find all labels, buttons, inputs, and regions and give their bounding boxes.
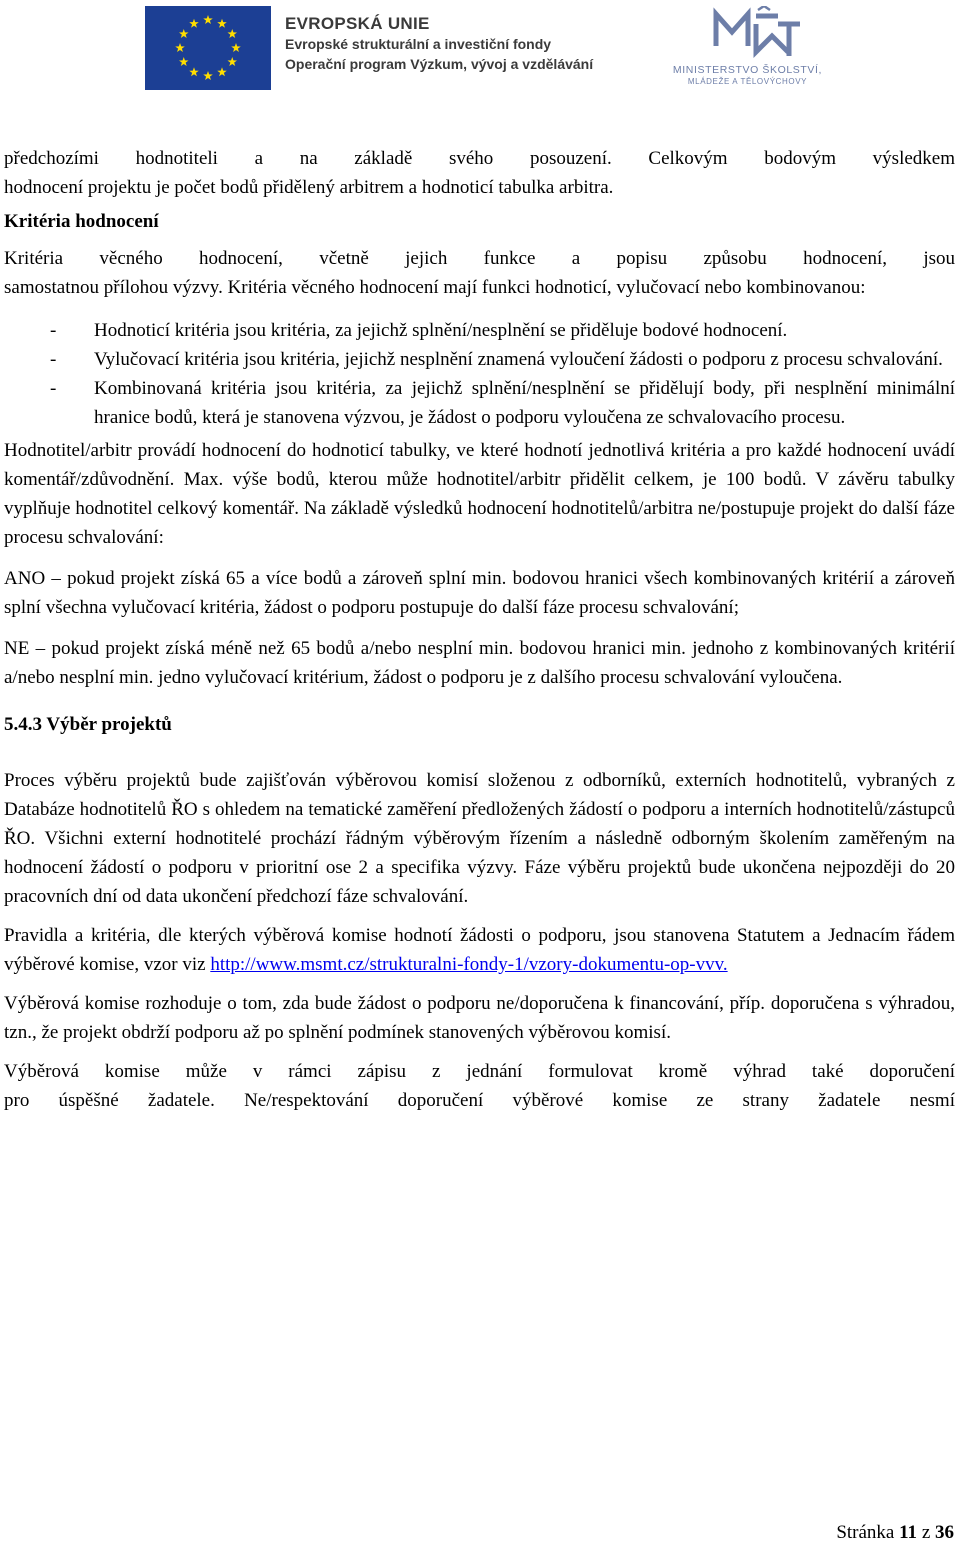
eu-title: EVROPSKÁ UNIE (285, 14, 430, 33)
list-dash: - (50, 349, 57, 370)
eu-star-icon (227, 29, 237, 38)
page-total: 36 (935, 1522, 954, 1543)
list-dash: - (50, 378, 57, 399)
eu-star-icon (179, 57, 189, 66)
paragraph: Výběrová komise rozhoduje o tom, zda bude žádost o podporu ne/doporučena k financování, příp. doporučena s výhradou, tzn., že projekt obdrží podporu až po splnění podmínek stanovených výběrovou komisí. (4, 993, 955, 1043)
paragraph: Proces výběru projektů bude zajišťován výběrovou komisí složenou z odborníků, externích hodnotitelů, vybraných z Databáze hodnotitelů ŘO s ohledem na tematické zaměření předložených žádostí o podporu a interních hodnotitelů/zástupců ŘO. Všichni externí hodnotitelé prochází řádným výběrovým řízením a následně odborným školením zaměřeným na hodnocení žádostí o podporu v prioritní ose 2 a specifika výzvy. Fáze výběru projektů bude ukončena nejpozději do 20 pracovních dní od data ukončení předchozí fáze schvalování. (4, 770, 955, 907)
paragraph: hodnocení projektu je počet bodů přidělený arbitrem a hodnoticí tabulka arbitra. (4, 177, 614, 198)
msmt-logo (660, 6, 835, 94)
page-header (145, 6, 835, 94)
paragraph: ANO – pokud projekt získá 65 a více bodů a zároveň splní min. bodovou hranici všech kombinovaných kritérií a zároveň splní všechna vylučovací kritéria, žádost o podporu postupuje do další fáze procesu schvalování; (4, 568, 955, 618)
paragraph: předchozími hodnotiteli a na základě svého posouzení. Celkovým bodovým výsledkem (4, 148, 955, 169)
page-sep: z (921, 1522, 931, 1543)
eu-stars-icon (145, 6, 271, 90)
eu-programme: Operační program Výzkum, vývoj a vzdělávání (285, 56, 594, 72)
document-body (4, 144, 955, 1115)
paragraph: samostatnou přílohou výzvy. Kritéria věcného hodnocení mají funkci hodnoticí, vylučovací nebo kombinovanou: (4, 277, 866, 298)
paragraph: pro úspěšné žadatele. Ne/respektování doporučení výběrové komise ze strany žadatele nesmí (4, 1090, 955, 1111)
eu-star-icon (217, 67, 227, 76)
eu-star-icon (231, 43, 241, 52)
paragraph-text: Pravidla a kritéria, dle kterých výběrová komise hodnotí žádosti o podporu, jsou stanovena Statutem a Jednacím řádem výběrové komise, vzor viz (4, 925, 955, 975)
paragraph: Hodnotitel/arbitr provádí hodnocení do hodnoticí tabulky, ve které hodnotí jednotlivá kritéria a pro každé hodnocení uvádí komentář/zdůvodnění. Max. výše bodů, kterou může hodnotitel/arbitr přidělit celkem, je 100 bodů. V závěru tabulky vyplňuje hodnotitel celkový komentář. Na základě výsledků hodnocení hodnotitelů/arbitra ne/postupuje projekt do další fáze procesu schvalování: (4, 440, 955, 548)
paragraph: NE – pokud projekt získá méně než 65 bodů a/nebo nesplní min. bodovou hranici min. jednoho z kombinovaných kritérií a/nebo nesplní min. jedno vylučovací kritérium, žádost o podporu je z dalšího procesu schvalování vyloučena. (4, 638, 955, 688)
list-item (4, 345, 955, 374)
page-footer (836, 1522, 954, 1544)
eu-flag-logo (145, 6, 271, 90)
section-heading: 5.4.3 Výběr projektů (4, 714, 172, 735)
eu-star-icon (217, 19, 227, 28)
paragraph: Kritéria věcného hodnocení, včetně jejich funkce a popisu způsobu hodnocení, jsou (4, 248, 955, 269)
list-item (4, 316, 955, 345)
eu-star-icon (227, 57, 237, 66)
eu-star-icon (175, 43, 185, 52)
page-label: Stránka (836, 1522, 895, 1543)
eu-star-icon (179, 29, 189, 38)
list-item-text: Hodnoticí kritéria jsou kritéria, za jejichž splnění/nesplnění se přiděluje bodové hodnocení. (94, 320, 788, 341)
section-heading: Kritéria hodnocení (4, 211, 159, 232)
eu-star-icon (203, 15, 213, 24)
eu-subtitle: Evropské strukturální a investiční fondy (285, 36, 552, 52)
paragraph (4, 921, 955, 979)
paragraph: Výběrová komise může v rámci zápisu z jednání formulovat kromě výhrad také doporučení (4, 1061, 955, 1082)
eu-star-icon (203, 71, 213, 80)
list-item-text: Kombinovaná kritéria jsou kritéria, za jejichž splnění/nesplnění se přidělují body, při nesplnění minimální hranice bodů, která je stanovena výzvou, je žádost o podporu vyloučena ze schvalovacího procesu. (94, 378, 955, 428)
msmt-monogram-icon (660, 6, 835, 64)
list-dash: - (50, 320, 57, 341)
list-item-text: Vylučovací kritéria jsou kritéria, jejichž nesplnění znamená vyloučení žádosti o podporu z procesu schvalování. (94, 349, 943, 370)
msmt-caption-line1: MINISTERSTVO ŠKOLSTVÍ, (672, 64, 823, 76)
msmt-caption-line2: MLÁDEŽE A TĚLOVÝCHOVY (687, 77, 808, 86)
list-item (4, 374, 955, 432)
vzory-dokumentu-link[interactable]: http://www.msmt.cz/strukturalni-fondy-1/vzory-dokumentu-op-vvv. (210, 954, 728, 975)
eu-star-icon (189, 19, 199, 28)
eu-star-icon (189, 67, 199, 76)
eu-logo-text (285, 14, 635, 74)
page-current: 11 (899, 1522, 918, 1543)
